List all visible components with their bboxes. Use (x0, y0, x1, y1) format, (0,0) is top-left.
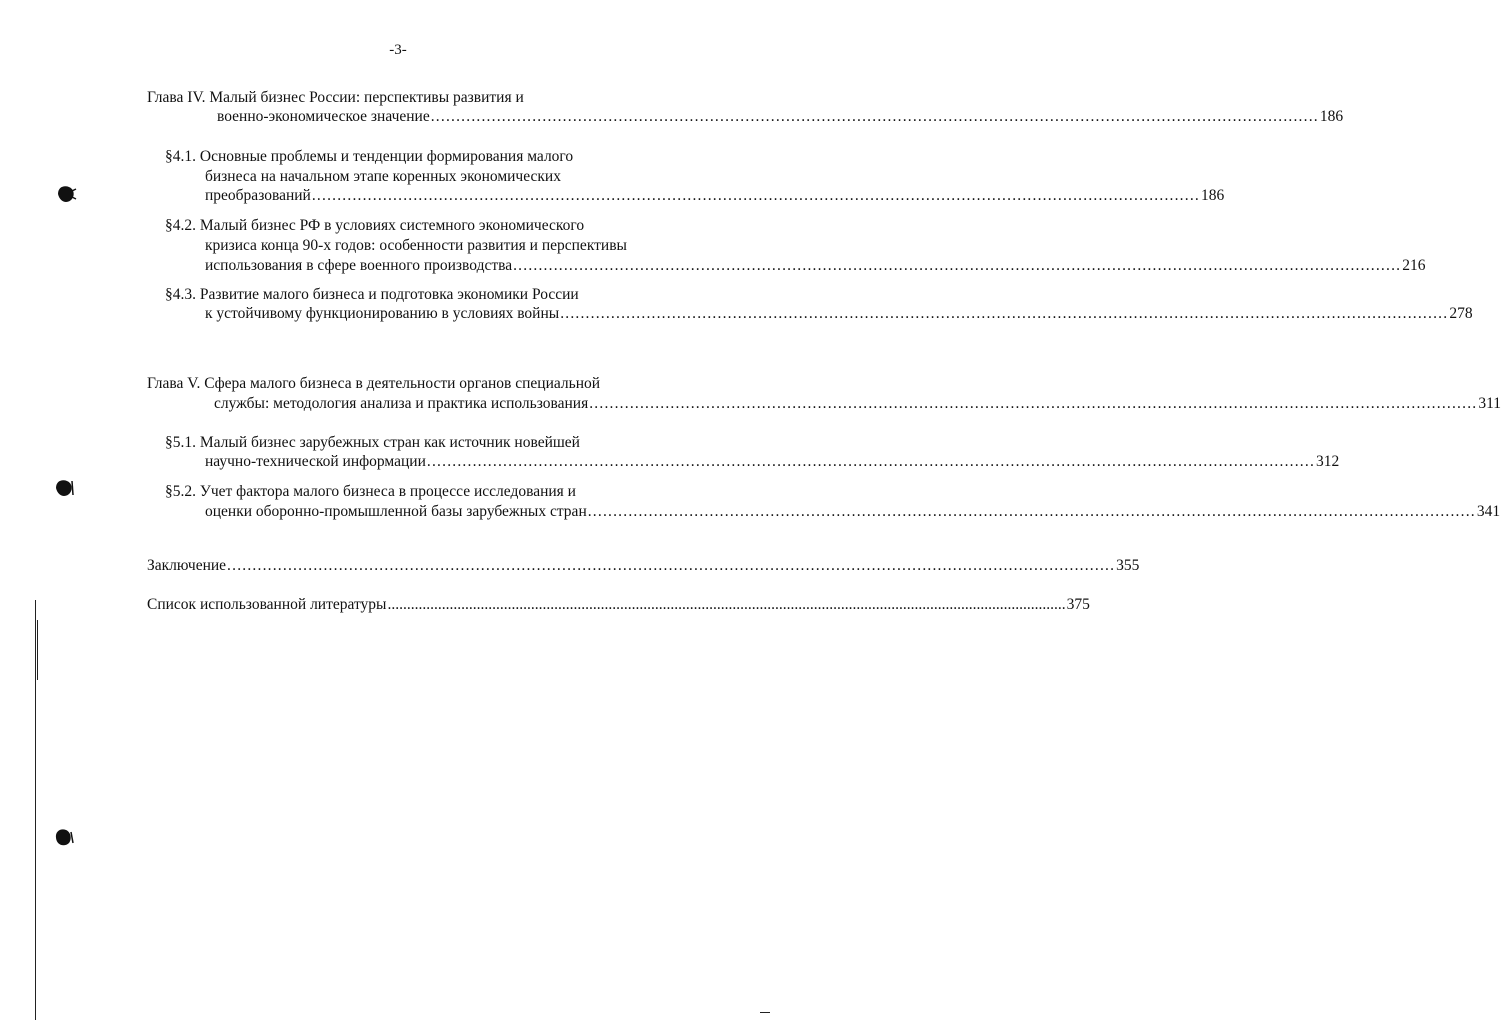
toc-chapter-4-title: Глава IV. Малый бизнес России: перспективы развития и (147, 89, 524, 106)
toc-entry-text: Список использованной литературы (147, 596, 387, 613)
toc-chapter-5-entry[interactable] (214, 394, 1501, 414)
toc-section-4-3-title: §4.3. Развитие малого бизнеса и подготовка экономики России (165, 286, 579, 303)
toc-page-number: 312 (1316, 453, 1340, 470)
scan-edge-line (37, 620, 38, 680)
toc-section-5-2-title: §5.2. Учет фактора малого бизнеса в процессе исследования и (165, 483, 576, 500)
toc-chapter-5-title: Глава V. Сфера малого бизнеса в деятельности органов специальной (147, 375, 601, 392)
toc-leader-dots: ............................................................................................................................................................................... (430, 108, 1319, 125)
toc-section-4-1-title: §4.1. Основные проблемы и тенденции формирования малого (165, 148, 574, 165)
toc-section-5-2-entry[interactable] (205, 502, 1501, 522)
toc-references-entry[interactable] (147, 595, 1090, 615)
toc-section-4-2-title-cont: кризиса конца 90-х годов: особенности развития и перспективы (205, 237, 627, 254)
toc-entry-text: к устойчивому функционированию в условиях войны (205, 305, 560, 322)
toc-section-4-1-entry[interactable] (205, 186, 1225, 206)
toc-leader-dots: ............................................................................................................................................................................... (587, 503, 1476, 520)
toc-page-number: 186 (1319, 108, 1344, 125)
toc-leader-dots: ............................................................................................................................................................................... (387, 596, 1066, 613)
toc-leader-dots: ............................................................................................................................................................................... (311, 187, 1200, 204)
scan-edge-line (35, 600, 36, 1020)
toc-page-number: 355 (1116, 557, 1140, 574)
toc-section-4-3-entry[interactable] (205, 304, 1473, 324)
toc-leader-dots: ............................................................................................................................................................................... (589, 395, 1478, 412)
toc-section-4-1-title-cont: бизнеса на начальном этапе коренных экономических (205, 168, 561, 185)
toc-entry-text: Заключение (147, 557, 227, 574)
binder-hole-mark (54, 183, 78, 205)
scan-edge-line (760, 1012, 770, 1013)
toc-section-5-1-title: §5.1. Малый бизнес зарубежных стран как источник новейшей (165, 434, 580, 451)
toc-conclusion-entry[interactable] (147, 556, 1140, 576)
toc-leader-dots: ............................................................................................................................................................................... (426, 453, 1316, 470)
toc-section-5-1-entry[interactable] (205, 452, 1340, 472)
toc-chapter-4-entry[interactable] (217, 107, 1344, 127)
toc-page-number: 186 (1200, 187, 1225, 204)
toc-page-number: 375 (1066, 596, 1090, 613)
toc-leader-dots: ............................................................................................................................................................................... (560, 305, 1449, 322)
toc-entry-text: научно-технической информации (205, 453, 426, 470)
toc-entry-text: военно-экономическое значение (217, 108, 430, 125)
toc-leader-dots: ............................................................................................................................................................................... (513, 257, 1402, 274)
binder-hole-mark (52, 477, 76, 499)
toc-entry-text: службы: методология анализа и практика использования (214, 395, 589, 412)
binder-hole-mark (52, 826, 76, 848)
toc-section-4-2-title: §4.2. Малый бизнес РФ в условиях системного экономического (165, 217, 585, 234)
toc-page-number: 216 (1402, 257, 1426, 274)
toc-entry-text: преобразований (205, 187, 311, 204)
toc-leader-dots: ............................................................................................................................................................................... (227, 557, 1116, 574)
page-number: -3- (389, 42, 407, 58)
toc-page-number: 341 (1476, 503, 1501, 520)
toc-section-4-2-entry[interactable] (205, 256, 1426, 276)
toc-page-number: 311 (1478, 395, 1501, 412)
toc-entry-text: оценки оборонно-промышленной базы зарубежных стран (205, 503, 587, 520)
toc-page-number: 278 (1449, 305, 1473, 322)
toc-entry-text: использования в сфере военного производства (205, 257, 513, 274)
